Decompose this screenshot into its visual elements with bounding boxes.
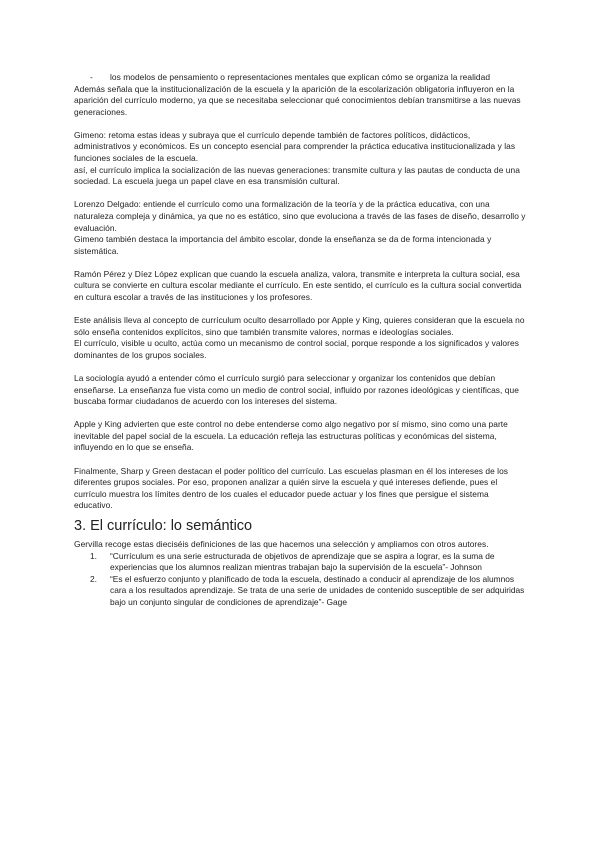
paragraph-gimeno-ambito: Gimeno también destaca la importancia del ámbito escolar, donde la enseñanza se da de forma intencionada y sistemática. bbox=[74, 234, 492, 256]
paragraph-perez-diez: Ramón Pérez y Díez López explican que cuando la escuela analiza, valora, transmite e interpreta la cultura social, esa cultura se convierte en cultura escolar mediante el currículo. En este sentido, el currículo es la cultura social convertida en cultura escolar a través de las instituciones y los profesores. bbox=[74, 268, 522, 302]
paragraph-curriculum-oculto: Este análisis lleva al concepto de currículum oculto desarrollado por Apple y King, quieres consideran que la escuela no sólo enseña contenidos explícitos, sino que también transmite valores, normas e ideologías sociales. bbox=[74, 315, 525, 337]
paragraph-institucionalizacion: Además señala que la institucionalización de la escuela y la aparición de la escolarización obligatoria influyeron en la aparición del currículo moderno, ya que se necesitaba seleccionar qué conocimientos debían transmitirse a las nuevas generaciones. bbox=[74, 83, 521, 117]
paragraph-gimeno: Gimeno: retoma estas ideas y subraya que el currículo depende también de factores políticos, didácticos, administrativos y económicos. Es un concepto esencial para comprender la práctica educativa institucionalizada y las funciones sociales de la escuela. bbox=[74, 129, 516, 164]
section-heading: 3. El currículo: lo semántico bbox=[74, 517, 253, 534]
paragraph-lorenzo-delgado: Lorenzo Delgado: entiende el currículo como una formalización de la teoría y de la práctica educativa, con una naturaleza compleja y dinámica, ya que no es estático, sino que evoluciona a través de las fases de diseño, desarrollo y evaluación. bbox=[74, 199, 526, 233]
paragraph-apple-king: Apple y King advierten que este control no debe entenderse como algo negativo por sí mismo, sino como una parte inevitable del papel social de la escuela. La educación refleja las estructuras políticas y económicas del sistema, influyendo en lo que se enseña. bbox=[74, 419, 508, 453]
definitions-list bbox=[74, 551, 526, 609]
document-page bbox=[74, 72, 526, 608]
list-item-number: 1. bbox=[90, 550, 97, 561]
list-item bbox=[74, 574, 526, 609]
paragraph-control-social: El currículo, visible u oculto, actúa como un mecanismo de control social, porque responde a los significados y valores dominantes de los grupos sociales. bbox=[74, 338, 519, 360]
list-item-number: 2. bbox=[90, 573, 97, 584]
bullet-dash: - bbox=[90, 72, 93, 82]
paragraph-socializacion: así, el currículo implica la socialización de las nuevas generaciones: transmite cultura y las pautas de conducta de una sociedad. La escuela juega un papel clave en esa transmisión cultural. bbox=[74, 164, 520, 187]
list-item bbox=[74, 551, 526, 574]
paragraph-sharp-green: Finalmente, Sharp y Green destacan el poder político del currículo. Las escuelas plasman en él los intereses de los diferentes grupos sociales. Por eso, proponen analizar a quién sirve la escuela y qué intereses defiende, pues el currículo muestra los límites dentro de los cuales el educador puede actuar y los fines que persigue el sistema educativo. bbox=[74, 465, 509, 511]
bullet-item bbox=[74, 72, 526, 84]
paragraph-sociologia: La sociología ayudó a entender cómo el currículo surgió para seleccionar y organizar los contenidos que debían enseñarse. La enseñanza fue vista como un medio de control social, influido por razones ideológicas y científicas, que buscaba formar ciudadanos de acuerdo con los intereses del sistema. bbox=[74, 372, 519, 407]
list-item-text: “Currículum es una serie estructurada de objetivos de aprendizaje que se aspira a lograr, es la suma de experiencias que los alumnos realizan mientras trabajan bajo la supervisión de la escuela”- Johnson bbox=[110, 550, 495, 573]
list-item-text: “Es el esfuerzo conjunto y planificado de toda la escuela, destinado a conducir al aprendizaje de los alumnos cara a los resultados aprendizaje. Se trata de una serie de unidades de contenido susceptible de ser adquiridas bajo un conjunto singular de condiciones de aprendizaje”- Gage bbox=[110, 573, 525, 607]
bullet-text: los modelos de pensamiento o representaciones mentales que explican cómo se organiza la realidad bbox=[110, 72, 491, 82]
section-intro: Gervilla recoge estas dieciséis definiciones de las que hacemos una selección y ampliamos con otros autores. bbox=[74, 538, 489, 549]
